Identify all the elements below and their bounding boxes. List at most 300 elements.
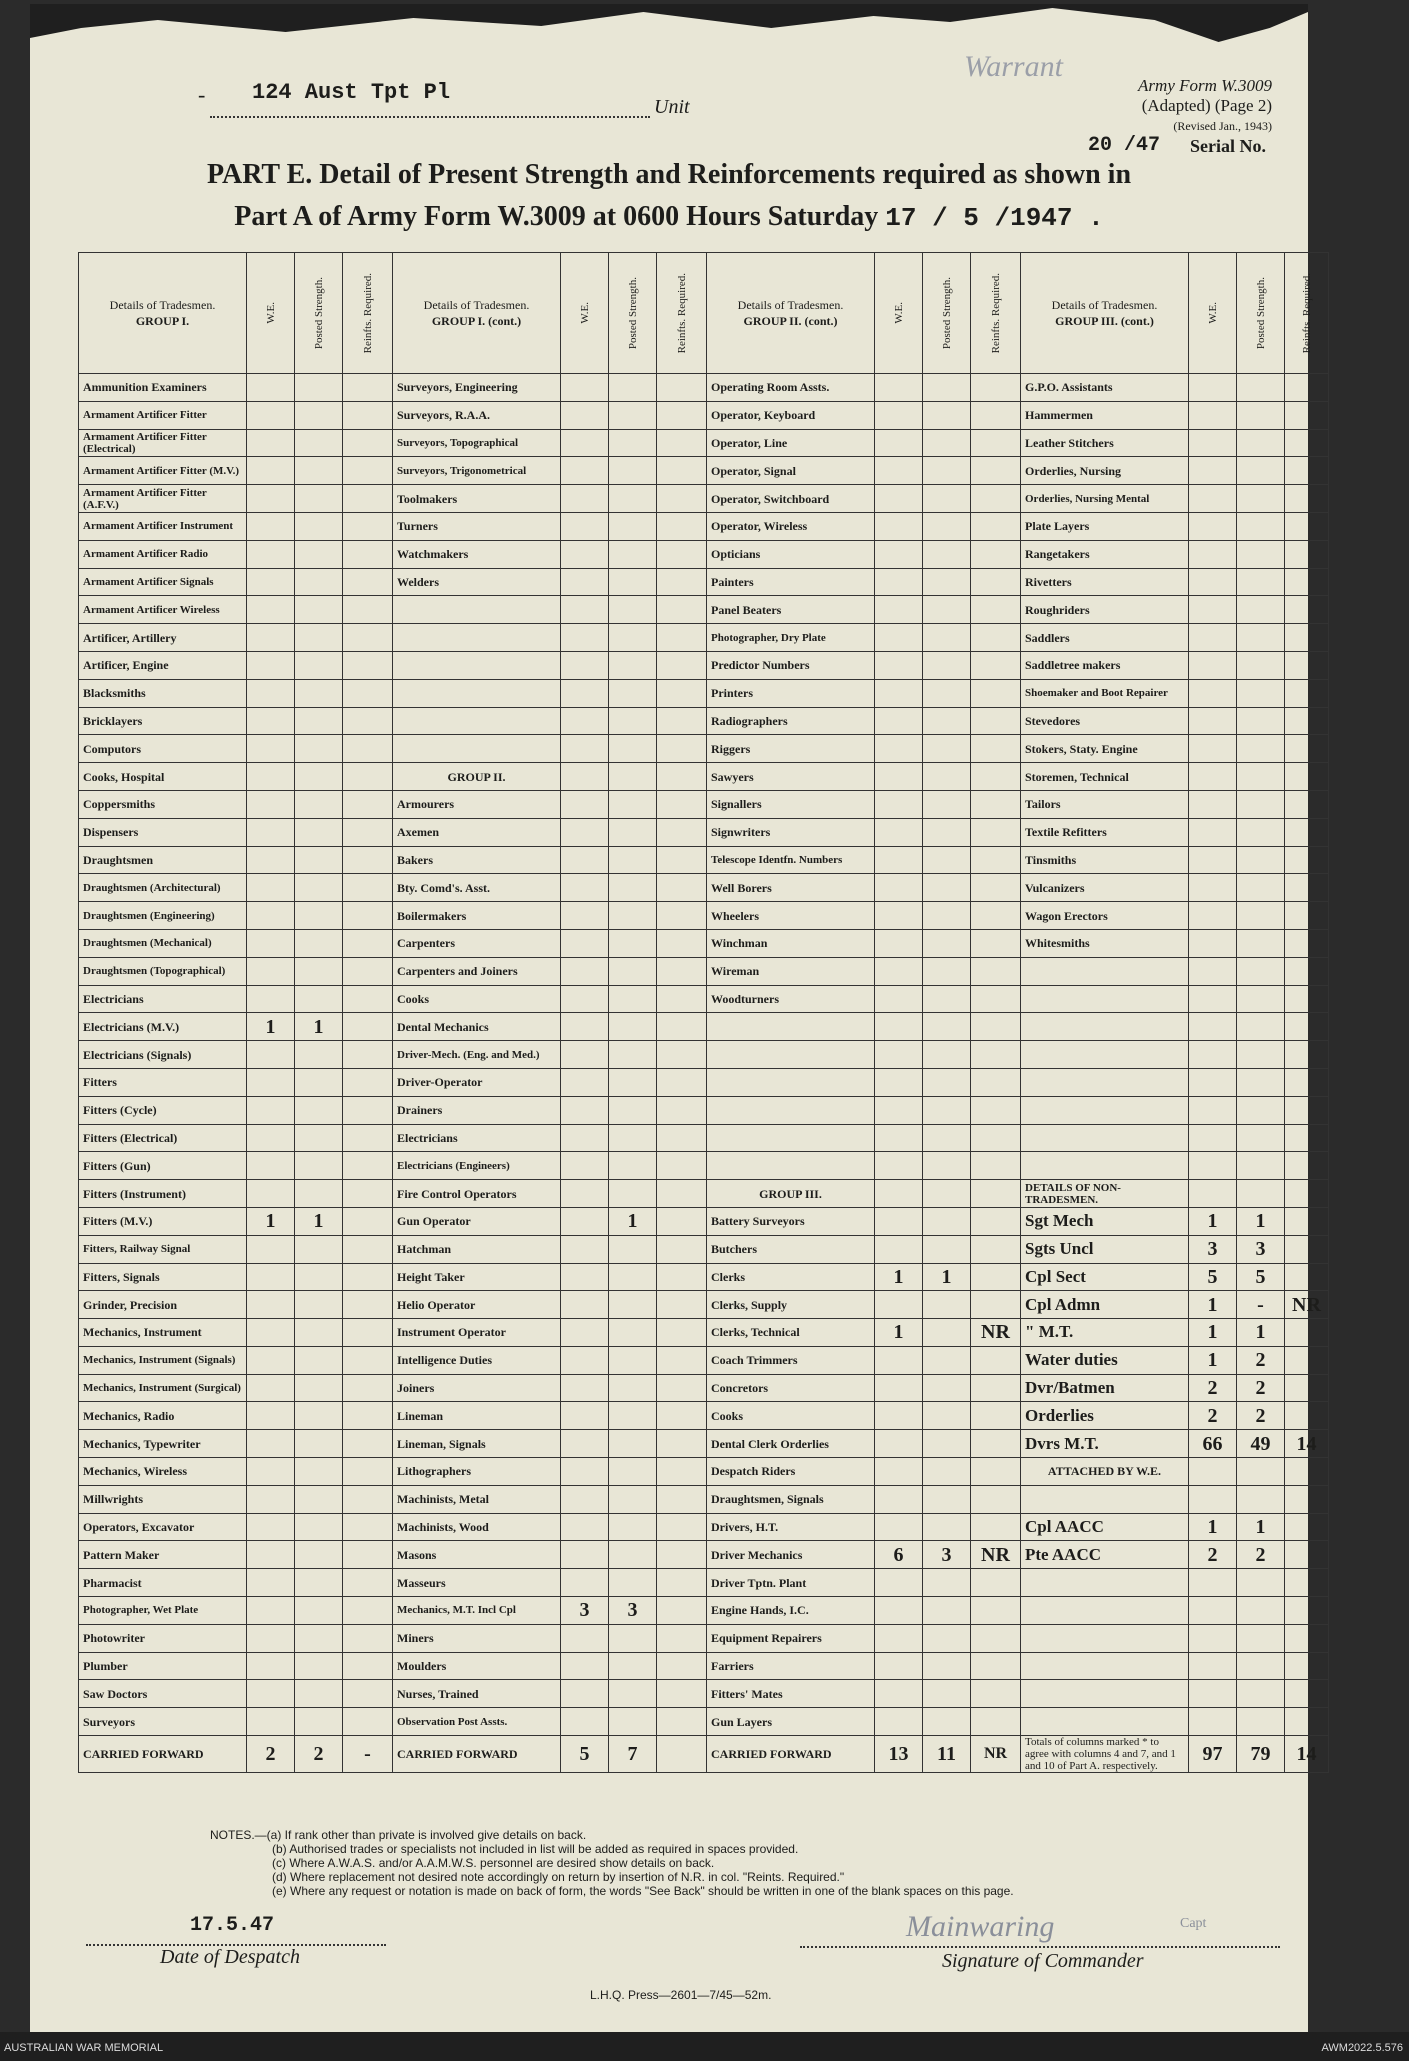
count-cell	[295, 1402, 343, 1430]
trade-cell: Farriers	[707, 1652, 875, 1680]
count-cell	[561, 429, 609, 457]
count-cell: 3	[609, 1597, 657, 1625]
count-cell	[657, 957, 707, 985]
count-cell	[923, 596, 971, 624]
count-cell	[1237, 790, 1285, 818]
table-row	[79, 707, 1329, 735]
count-cell	[1285, 735, 1329, 763]
trade-cell	[393, 735, 561, 763]
count-cell	[657, 902, 707, 930]
count-cell	[343, 624, 393, 652]
count-cell	[657, 401, 707, 429]
count-cell	[247, 1096, 295, 1124]
table-row	[79, 596, 1329, 624]
count-cell	[923, 1291, 971, 1319]
count-cell	[875, 1096, 923, 1124]
trade-cell	[1021, 1680, 1189, 1708]
trade-cell: Carpenters and Joiners	[393, 957, 561, 985]
count-cell	[247, 1485, 295, 1513]
count-cell	[561, 1124, 609, 1152]
table-row	[79, 1708, 1329, 1736]
count-cell	[247, 1263, 295, 1291]
trade-cell: Lithographers	[393, 1458, 561, 1486]
count-cell	[657, 651, 707, 679]
count-cell	[657, 457, 707, 485]
trade-cell	[1021, 1485, 1189, 1513]
count-cell	[971, 1597, 1021, 1625]
signature-rank: Capt	[1180, 1916, 1207, 1931]
trade-cell: Fitters	[79, 1068, 247, 1096]
count-cell	[295, 707, 343, 735]
count-cell	[971, 735, 1021, 763]
trade-cell	[1021, 1013, 1189, 1041]
table-row	[79, 1513, 1329, 1541]
count-cell	[875, 1458, 923, 1486]
count-cell	[343, 1013, 393, 1041]
trade-cell: Vulcanizers	[1021, 874, 1189, 902]
trade-cell: Tailors	[1021, 790, 1189, 818]
table-row	[79, 957, 1329, 985]
handwritten-annotation: Warrant	[964, 50, 1063, 83]
form-adapted: (Adapted) (Page 2)	[1141, 96, 1272, 115]
trade-cell: Driver Tptn. Plant	[707, 1569, 875, 1597]
trade-cell: Armament Artificer Signals	[79, 568, 247, 596]
count-cell: 5	[1237, 1263, 1285, 1291]
count-cell	[295, 1068, 343, 1096]
count-cell	[1237, 651, 1285, 679]
count-cell	[343, 735, 393, 763]
trade-cell: Masseurs	[393, 1569, 561, 1597]
trade-cell: Computors	[79, 735, 247, 763]
trade-cell: Painters	[707, 568, 875, 596]
trade-cell: Sawyers	[707, 763, 875, 791]
trade-cell: Fitters' Mates	[707, 1680, 875, 1708]
count-cell: 1	[247, 1207, 295, 1235]
trade-cell: Stokers, Staty. Engine	[1021, 735, 1189, 763]
count-cell	[875, 401, 923, 429]
count-cell	[657, 1597, 707, 1625]
trade-cell: Stevedores	[1021, 707, 1189, 735]
title-date: 17 / 5 /1947 .	[885, 203, 1104, 233]
count-cell	[1285, 401, 1329, 429]
count-cell	[923, 540, 971, 568]
count-cell	[875, 679, 923, 707]
count-cell	[343, 1680, 393, 1708]
count-cell	[561, 457, 609, 485]
count-cell	[247, 1346, 295, 1374]
count-cell	[561, 624, 609, 652]
count-cell	[561, 596, 609, 624]
trade-cell: Armament Artificer Fitter (M.V.)	[79, 457, 247, 485]
count-cell	[295, 1346, 343, 1374]
signature-label: Signature of Commander	[942, 1950, 1144, 1972]
count-cell	[1285, 568, 1329, 596]
count-cell	[657, 540, 707, 568]
count-cell	[1237, 707, 1285, 735]
count-cell	[1189, 1124, 1237, 1152]
table-row	[79, 1207, 1329, 1235]
count-cell	[561, 1291, 609, 1319]
trade-cell	[1021, 1152, 1189, 1180]
count-cell	[1237, 401, 1285, 429]
cf-totals-note: Totals of columns marked * to agree with columns 4 and 7, and 1 and 10 of Part A. respectively.	[1021, 1736, 1189, 1773]
trade-cell: Electricians (Engineers)	[393, 1152, 561, 1180]
count-cell	[1285, 790, 1329, 818]
count-cell	[923, 902, 971, 930]
table-row	[79, 763, 1329, 791]
count-cell	[971, 512, 1021, 540]
trade-cell: Operator, Line	[707, 429, 875, 457]
count-cell	[923, 1152, 971, 1180]
count-cell	[247, 902, 295, 930]
count-cell	[1189, 846, 1237, 874]
trade-cell	[1021, 1708, 1189, 1736]
count-cell	[1285, 1152, 1329, 1180]
trade-cell: Ammunition Examiners	[79, 374, 247, 402]
trade-cell: Artificer, Artillery	[79, 624, 247, 652]
count-cell	[609, 1235, 657, 1263]
count-cell	[1189, 679, 1237, 707]
page-title	[30, 154, 1308, 239]
table-row	[79, 1346, 1329, 1374]
count-cell	[971, 1180, 1021, 1208]
count-cell	[609, 568, 657, 596]
count-cell	[1237, 679, 1285, 707]
count-cell	[657, 1541, 707, 1569]
table-row	[79, 1374, 1329, 1402]
count-cell	[343, 1569, 393, 1597]
trade-cell: Joiners	[393, 1374, 561, 1402]
count-cell	[875, 1485, 923, 1513]
count-cell	[1285, 1402, 1329, 1430]
trade-cell	[1021, 1041, 1189, 1069]
count-cell	[247, 1041, 295, 1069]
col-posted-g2c: Posted Strength.	[923, 253, 971, 374]
trade-cell: Rangetakers	[1021, 540, 1189, 568]
count-cell	[295, 624, 343, 652]
count-cell	[561, 1096, 609, 1124]
trade-cell: Lineman, Signals	[393, 1430, 561, 1458]
count-cell	[561, 1319, 609, 1347]
count-cell	[657, 818, 707, 846]
table-row	[79, 1041, 1329, 1069]
count-cell	[971, 1458, 1021, 1486]
count-cell	[657, 374, 707, 402]
count-cell	[1189, 1680, 1237, 1708]
cf-g2c-we: 13	[875, 1736, 923, 1773]
count-cell	[343, 596, 393, 624]
count-cell	[923, 1624, 971, 1652]
count-cell	[1285, 1180, 1329, 1208]
count-cell	[923, 790, 971, 818]
trade-cell: Wireman	[707, 957, 875, 985]
trade-cell: Orderlies	[1021, 1402, 1189, 1430]
count-cell	[609, 1374, 657, 1402]
count-cell	[1189, 1152, 1237, 1180]
count-cell	[561, 1346, 609, 1374]
count-cell	[247, 1180, 295, 1208]
trade-cell	[393, 596, 561, 624]
note-a: NOTES.—(a) If rank other than private is involved give details on back.	[210, 1828, 587, 1842]
count-cell: 2	[1237, 1402, 1285, 1430]
count-cell	[971, 929, 1021, 957]
table-header-row	[79, 253, 1329, 374]
count-cell	[247, 1124, 295, 1152]
count-cell	[971, 651, 1021, 679]
count-cell	[657, 1124, 707, 1152]
trade-cell: Bakers	[393, 846, 561, 874]
count-cell	[657, 1652, 707, 1680]
count-cell	[657, 485, 707, 513]
col-reinfts-g3c: Reinfts. Required.	[1285, 253, 1329, 374]
trade-cell: Masons	[393, 1541, 561, 1569]
trade-cell: GROUP III.	[707, 1180, 875, 1208]
count-cell	[923, 429, 971, 457]
count-cell	[609, 429, 657, 457]
trade-cell	[1021, 1597, 1189, 1625]
count-cell	[1237, 596, 1285, 624]
cf-label-g2c: CARRIED FORWARD	[707, 1736, 875, 1773]
count-cell	[295, 902, 343, 930]
count-cell	[971, 679, 1021, 707]
serial-value: 20 /47	[1088, 134, 1161, 157]
trade-cell: Sgts Uncl	[1021, 1235, 1189, 1263]
count-cell	[295, 596, 343, 624]
count-cell	[971, 1430, 1021, 1458]
trade-cell: Photowriter	[79, 1624, 247, 1652]
trade-cell: Operator, Signal	[707, 457, 875, 485]
title-line-2	[30, 196, 1308, 239]
count-cell	[343, 985, 393, 1013]
count-cell	[343, 679, 393, 707]
count-cell	[923, 1013, 971, 1041]
trade-cell: Intelligence Duties	[393, 1346, 561, 1374]
count-cell	[923, 1374, 971, 1402]
unit-line	[210, 90, 650, 118]
count-cell	[971, 1041, 1021, 1069]
trade-cell: Artificer, Engine	[79, 651, 247, 679]
count-cell	[343, 929, 393, 957]
count-cell	[1237, 902, 1285, 930]
count-cell	[561, 374, 609, 402]
count-cell	[971, 374, 1021, 402]
count-cell	[1189, 735, 1237, 763]
count-cell	[875, 1013, 923, 1041]
count-cell	[923, 485, 971, 513]
cf-g2c-reinfts: NR	[971, 1736, 1021, 1773]
table-row	[79, 1263, 1329, 1291]
table-row	[79, 1152, 1329, 1180]
count-cell	[609, 1346, 657, 1374]
count-cell	[247, 429, 295, 457]
trade-cell: Cpl Admn	[1021, 1291, 1189, 1319]
count-cell	[923, 985, 971, 1013]
trade-cell: Bty. Comd's. Asst.	[393, 874, 561, 902]
trade-cell: Saddlers	[1021, 624, 1189, 652]
count-cell	[247, 957, 295, 985]
trade-cell: Radiographers	[707, 707, 875, 735]
count-cell	[1189, 485, 1237, 513]
count-cell	[247, 707, 295, 735]
count-cell	[561, 902, 609, 930]
count-cell	[1189, 902, 1237, 930]
count-cell	[875, 485, 923, 513]
trade-cell: Coppersmiths	[79, 790, 247, 818]
count-cell	[609, 1430, 657, 1458]
table-row	[79, 1541, 1329, 1569]
count-cell	[1189, 457, 1237, 485]
count-cell	[657, 929, 707, 957]
trade-cell: Plate Layers	[1021, 512, 1189, 540]
count-cell	[1237, 374, 1285, 402]
table-row	[79, 485, 1329, 513]
count-cell	[923, 1096, 971, 1124]
count-cell	[1285, 1458, 1329, 1486]
count-cell	[971, 902, 1021, 930]
count-cell	[1237, 874, 1285, 902]
count-cell	[1285, 902, 1329, 930]
count-cell	[971, 429, 1021, 457]
table-row	[79, 1597, 1329, 1625]
count-cell	[971, 1513, 1021, 1541]
count-cell	[295, 1624, 343, 1652]
count-cell	[875, 1430, 923, 1458]
trade-cell: Fitters (Gun)	[79, 1152, 247, 1180]
count-cell: NR	[971, 1541, 1021, 1569]
count-cell	[923, 1458, 971, 1486]
trade-cell: Fitters, Signals	[79, 1263, 247, 1291]
count-cell	[247, 874, 295, 902]
trade-cell: ATTACHED BY W.E.	[1021, 1458, 1189, 1486]
count-cell	[657, 596, 707, 624]
count-cell	[247, 1374, 295, 1402]
trade-cell: Blacksmiths	[79, 679, 247, 707]
count-cell	[609, 957, 657, 985]
trade-cell: Saw Doctors	[79, 1680, 247, 1708]
trade-cell: Observation Post Assts.	[393, 1708, 561, 1736]
count-cell	[923, 1180, 971, 1208]
count-cell	[343, 1124, 393, 1152]
count-cell	[343, 763, 393, 791]
trade-cell: Coach Trimmers	[707, 1346, 875, 1374]
count-cell	[657, 568, 707, 596]
trade-cell: Battery Surveyors	[707, 1207, 875, 1235]
count-cell	[561, 1680, 609, 1708]
count-cell	[1237, 929, 1285, 957]
trade-cell: Electricians (Signals)	[79, 1041, 247, 1069]
count-cell	[247, 1152, 295, 1180]
trade-cell	[1021, 1096, 1189, 1124]
trade-cell: Watchmakers	[393, 540, 561, 568]
count-cell	[561, 735, 609, 763]
despatch-date: 17.5.47	[190, 1914, 275, 1937]
table-row	[79, 624, 1329, 652]
trade-cell: GROUP II.	[393, 763, 561, 791]
count-cell	[923, 1346, 971, 1374]
count-cell	[343, 374, 393, 402]
count-cell	[657, 874, 707, 902]
count-cell	[343, 902, 393, 930]
trade-cell: Well Borers	[707, 874, 875, 902]
trade-cell: Fitters (Instrument)	[79, 1180, 247, 1208]
count-cell	[295, 790, 343, 818]
count-cell	[875, 1152, 923, 1180]
count-cell	[1237, 485, 1285, 513]
trade-cell: Telescope Identfn. Numbers	[707, 846, 875, 874]
count-cell: 1	[247, 1013, 295, 1041]
count-cell	[609, 846, 657, 874]
count-cell	[1237, 846, 1285, 874]
trade-cell: Concretors	[707, 1374, 875, 1402]
count-cell	[295, 763, 343, 791]
count-cell	[1285, 1068, 1329, 1096]
table-row	[79, 1402, 1329, 1430]
count-cell	[971, 1013, 1021, 1041]
form-id-block	[1010, 76, 1272, 136]
trade-cell: Orderlies, Nursing	[1021, 457, 1189, 485]
col-we-g1: W.E.	[247, 253, 295, 374]
count-cell	[295, 1263, 343, 1291]
count-cell	[295, 1458, 343, 1486]
count-cell	[561, 540, 609, 568]
count-cell	[875, 596, 923, 624]
count-cell	[247, 790, 295, 818]
count-cell	[561, 1485, 609, 1513]
count-cell	[657, 1569, 707, 1597]
note-b: (b) Authorised trades or specialists not included in list will be added as required in spaces provided.	[272, 1842, 799, 1856]
count-cell	[971, 957, 1021, 985]
count-cell	[1237, 1569, 1285, 1597]
trade-cell: Fitters (M.V.)	[79, 1207, 247, 1235]
count-cell	[1285, 1541, 1329, 1569]
count-cell	[1285, 707, 1329, 735]
trade-cell: Wagon Erectors	[1021, 902, 1189, 930]
count-cell	[1237, 735, 1285, 763]
cf-g1c-reinfts	[657, 1736, 707, 1773]
count-cell	[247, 568, 295, 596]
count-cell	[1285, 512, 1329, 540]
trade-cell: Roughriders	[1021, 596, 1189, 624]
count-cell	[971, 985, 1021, 1013]
table-row	[79, 540, 1329, 568]
count-cell	[343, 818, 393, 846]
count-cell	[609, 485, 657, 513]
count-cell	[343, 1263, 393, 1291]
count-cell	[343, 1652, 393, 1680]
count-cell	[1285, 1096, 1329, 1124]
count-cell	[1237, 1458, 1285, 1486]
count-cell	[1189, 596, 1237, 624]
count-cell	[923, 512, 971, 540]
table-row	[79, 902, 1329, 930]
count-cell	[1189, 651, 1237, 679]
count-cell	[609, 1569, 657, 1597]
table-row	[79, 790, 1329, 818]
trade-cell: Leather Stitchers	[1021, 429, 1189, 457]
count-cell	[1189, 985, 1237, 1013]
count-cell	[295, 1291, 343, 1319]
col-we-g2c: W.E.	[875, 253, 923, 374]
cf-label-g1: CARRIED FORWARD	[79, 1736, 247, 1773]
count-cell	[657, 1041, 707, 1069]
count-cell	[343, 1041, 393, 1069]
trade-cell	[1021, 1124, 1189, 1152]
count-cell	[561, 1235, 609, 1263]
count-cell	[295, 429, 343, 457]
count-cell: 3	[923, 1541, 971, 1569]
table-row	[79, 429, 1329, 457]
count-cell	[561, 818, 609, 846]
